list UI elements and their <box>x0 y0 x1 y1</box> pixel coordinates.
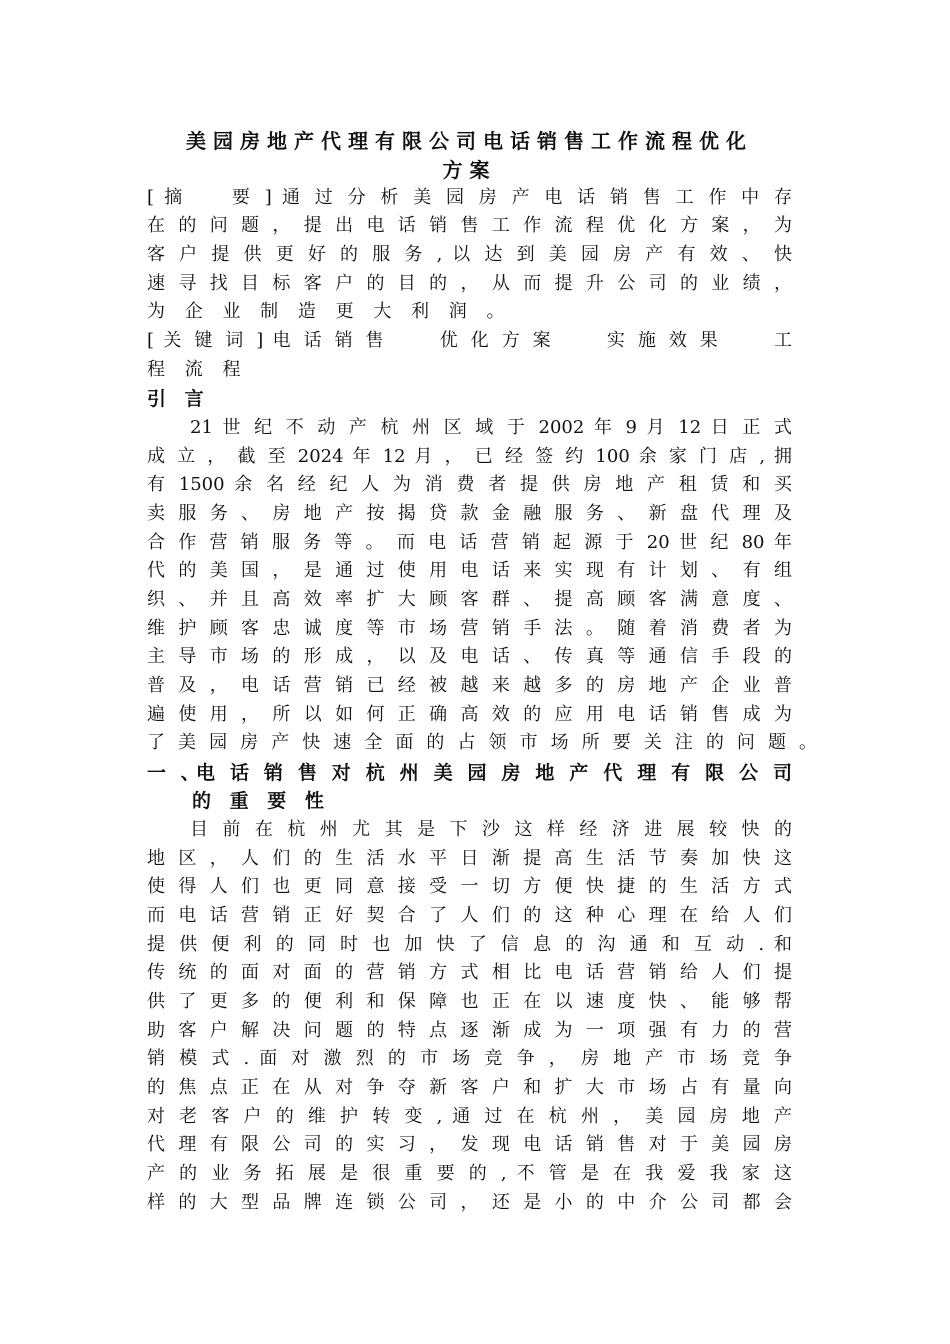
abstract-line: [ 摘 要 ] 通 过 分 析 美 园 房 产 电 话 销 售 工 作 中 存 <box>147 187 792 208</box>
section-line: 使 得 人 们 也 更 同 意 接 受 一 切 方 便 快 捷 的 生 活 方 式 <box>147 876 792 897</box>
abstract-line: 在 的 问 题 ， 提 出 电 话 销 售 工 作 流 程 优 化 方 案 ， 为 <box>147 215 792 236</box>
intro-line: 普 及 ， 电 话 营 销 已 经 被 越 来 越 多 的 房 地 产 企 业 普 <box>147 675 792 696</box>
section-line: 对 老 客 户 的 维 护 转 变 , 通 过 在 杭 州 ， 美 园 房 地 产 <box>147 1106 792 1127</box>
section-line: 助 客 户 解 决 问 题 的 特 点 逐 渐 成 为 一 项 强 有 力 的 营 <box>147 1020 792 1041</box>
section-line: 的 焦 点 正 在 从 对 争 夺 新 客 户 和 扩 大 市 场 占 有 量 向 <box>147 1077 792 1098</box>
abstract-line: 客 户 提 供 更 好 的 服 务 , 以 达 到 美 园 房 产 有 效 、 快 <box>147 244 792 265</box>
keywords-line: 程 流 程 <box>147 359 248 380</box>
section-line: 样 的 大 型 品 牌 连 锁 公 司 ， 还 是 小 的 中 介 公 司 都 会 <box>147 1192 792 1213</box>
abstract-line: 为 企 业 制 造 更 大 利 润 。 <box>147 301 512 322</box>
document-title-continued: 方案 <box>442 158 497 182</box>
section-line: 而 电 话 营 销 正 好 契 合 了 人 们 的 这 种 心 理 在 给 人 们 <box>147 905 792 926</box>
section-line: 地 区 ， 人 们 的 生 活 水 平 日 渐 提 高 生 活 节 奏 加 快 这 <box>147 848 792 869</box>
intro-line: 成 立 ， 截 至 2024 年 12 月 ， 已 经 签 约 100 余 家 门 店 , 拥 <box>147 446 792 467</box>
intro-line: 织 、 并 且 高 效 率 扩 大 顾 客 群 、 提 高 顾 客 满 意 度 、 <box>147 589 792 610</box>
section-line: 提 供 便 利 的 同 时 也 加 快 了 信 息 的 沟 通 和 互 动 . 和 <box>147 934 792 955</box>
intro-line: 合 作 营 销 服 务 等 。 而 电 话 营 销 起 源 于 20 世 纪 80 年 <box>147 532 792 553</box>
intro-line: 代 的 美 国 ， 是 通 过 使 用 电 话 来 实 现 有 计 划 、 有 组 <box>147 560 792 581</box>
keywords-line: [ 关 键 词 ] 电 话 销 售 优 化 方 案 实 施 效 果 工 <box>147 330 792 351</box>
section-heading-continued: 的 重 要 性 <box>192 790 330 812</box>
section-heading: 电 话 销 售 对 杭 州 美 园 房 地 产 代 理 有 限 公 司 <box>196 762 792 784</box>
section-line: 销 模 式 . 面 对 激 烈 的 市 场 竞 争 ， 房 地 产 市 场 竞 争 <box>147 1048 792 1069</box>
abstract-line: 速 寻 找 目 标 客 户 的 目 的 ， 从 而 提 升 公 司 的 业 绩 ， <box>147 273 792 294</box>
section-number: 一 、 <box>147 762 204 784</box>
document-title: 美园房地产代理有限公司电话销售工作流程优化 <box>186 129 753 153</box>
section-line: 传 统 的 面 对 面 的 营 销 方 式 相 比 电 话 营 销 给 人 们 提 <box>147 962 792 983</box>
intro-heading: 引 言 <box>147 388 210 410</box>
section-line: 供 了 更 多 的 便 利 和 保 障 也 正 在 以 速 度 快 、 能 够 帮 <box>147 991 792 1012</box>
intro-line: 有 1500 余 名 经 纪 人 为 消 费 者 提 供 房 地 产 租 赁 和 买 <box>147 474 792 495</box>
intro-line: 维 护 顾 客 忠 诚 度 等 市 场 营 销 手 法 。 随 着 消 费 者 为 <box>147 618 792 639</box>
intro-line: 卖 服 务 、 房 地 产 按 揭 贷 款 金 融 服 务 、 新 盘 代 理 及 <box>147 503 792 524</box>
section-line: 代 理 有 限 公 司 的 实 习 ， 发 现 电 话 销 售 对 于 美 园 房 <box>147 1134 792 1155</box>
section-line: 目 前 在 杭 州 尤 其 是 下 沙 这 样 经 济 进 展 较 快 的 <box>190 819 792 840</box>
intro-line: 遍 使 用 ， 所 以 如 何 正 确 高 效 的 应 用 电 话 销 售 成 为 <box>147 704 792 725</box>
intro-line: 21 世 纪 不 动 产 杭 州 区 域 于 2002 年 9 月 12 日 正 式 <box>190 417 792 438</box>
section-line: 产 的 业 务 拓 展 是 很 重 要 的 , 不 管 是 在 我 爱 我 家 这 <box>147 1163 792 1184</box>
intro-line: 了 美 园 房 产 快 速 全 面 的 占 领 市 场 所 要 关 注 的 问 题 。 <box>147 732 817 753</box>
intro-line: 主 导 市 场 的 形 成 ， 以 及 电 话 、 传 真 等 通 信 手 段 的 <box>147 646 792 667</box>
